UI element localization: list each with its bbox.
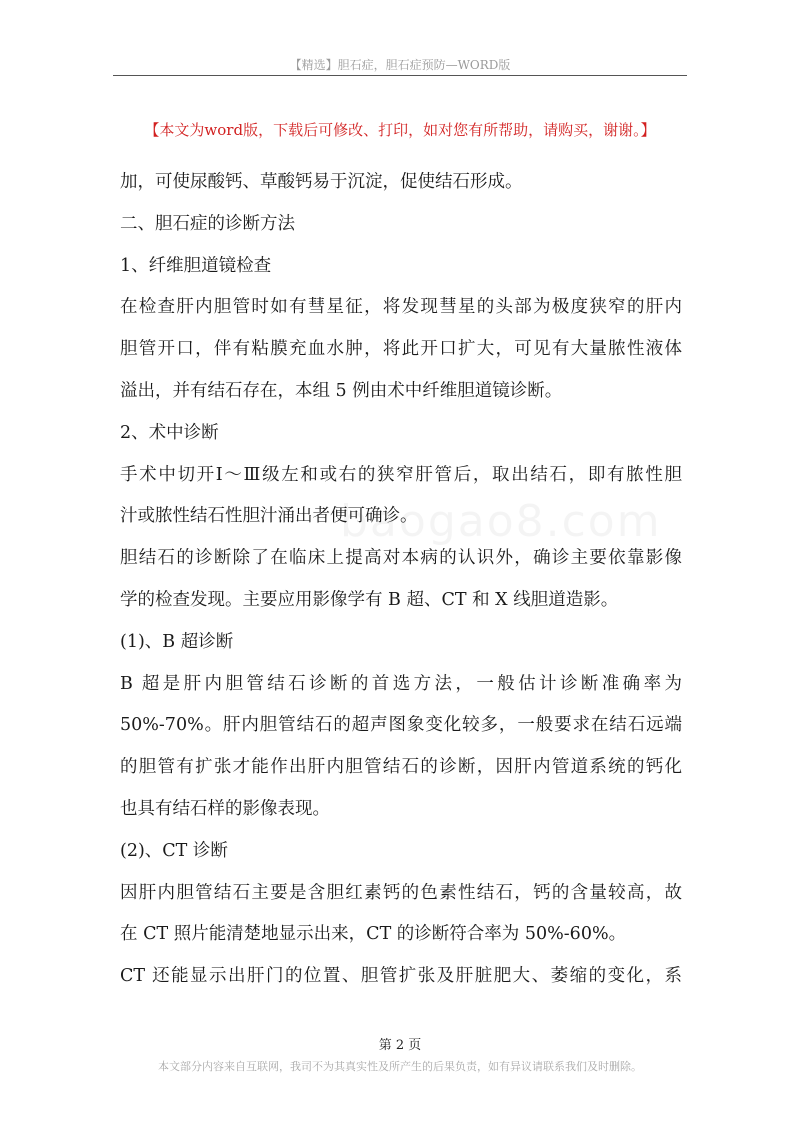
section-heading: 二、胆石症的诊断方法: [120, 213, 295, 234]
document-body: [120, 162, 682, 998]
subsection-heading: (1)、B 超诊断: [120, 631, 234, 652]
header-rule: [113, 75, 687, 76]
paragraph-line: 在检查肝内胆管时如有彗星征，将发现彗星的头部为极度狭窄的肝内: [120, 297, 682, 318]
subsection-heading: (2)、CT 诊断: [120, 840, 228, 861]
paragraph-line: 汁或脓性结石性胆汁涌出者便可确诊。: [120, 506, 418, 527]
paragraph-line: 在 CT 照片能清楚地显示出来，CT 的诊断符合率为 50%-60%。: [120, 924, 627, 945]
paragraph-line: 加，可使尿酸钙、草酸钙易于沉淀，促使结石形成。: [120, 172, 523, 192]
subsection-heading: 1、纤维胆道镜检查: [120, 255, 272, 276]
paragraph-line: 因肝内胆管结石主要是含胆红素钙的色素性结石，钙的含量较高，故: [120, 882, 682, 903]
page-number: 第 2 页: [378, 1038, 422, 1053]
paragraph-line: 胆管开口，伴有粘膜充血水肿，将此开口扩大，可见有大量脓性液体: [120, 339, 682, 360]
paragraph-line: CT 还能显示出肝门的位置、胆管扩张及肝脏肥大、萎缩的变化，系: [120, 966, 682, 987]
header-title: 【精选】胆石症，胆石症预防—WORD版: [289, 58, 511, 72]
paragraph-line: B 超是肝内胆管结石诊断的首选方法，一般估计诊断准确率为: [120, 673, 682, 694]
paragraph-line: 50%-70%。肝内胆管结石的超声图象变化较多，一般要求在结石远端: [120, 715, 682, 736]
paragraph-line: 的胆管有扩张才能作出肝内胆管结石的诊断，因肝内管道系统的钙化: [120, 757, 682, 778]
download-notice: 【本文为word版，下载后可修改、打印，如对您有所帮助，请购买，谢谢。】: [144, 121, 656, 139]
subsection-heading: 2、术中诊断: [120, 422, 219, 443]
paragraph-line: 溢出，并有结石存在，本组 5 例由术中纤维胆道镜诊断。: [120, 380, 563, 401]
paragraph-line: 胆结石的诊断除了在临床上提高对本病的认识外，确诊主要依靠影像: [120, 548, 682, 569]
footer-disclaimer: 本文部分内容来自互联网，我司不为其真实性及所产生的后果负责，如有异议请联系我们及时删除。: [158, 1060, 642, 1073]
paragraph-line: 也具有结石样的影像表现。: [120, 798, 330, 819]
paragraph-line: 手术中切开Ⅰ～Ⅲ级左和或右的狭窄肝管后，取出结石，即有脓性胆: [120, 464, 682, 485]
paragraph-line: 学的检查发现。主要应用影像学有 B 超、CT 和 X 线胆道造影。: [120, 589, 619, 610]
